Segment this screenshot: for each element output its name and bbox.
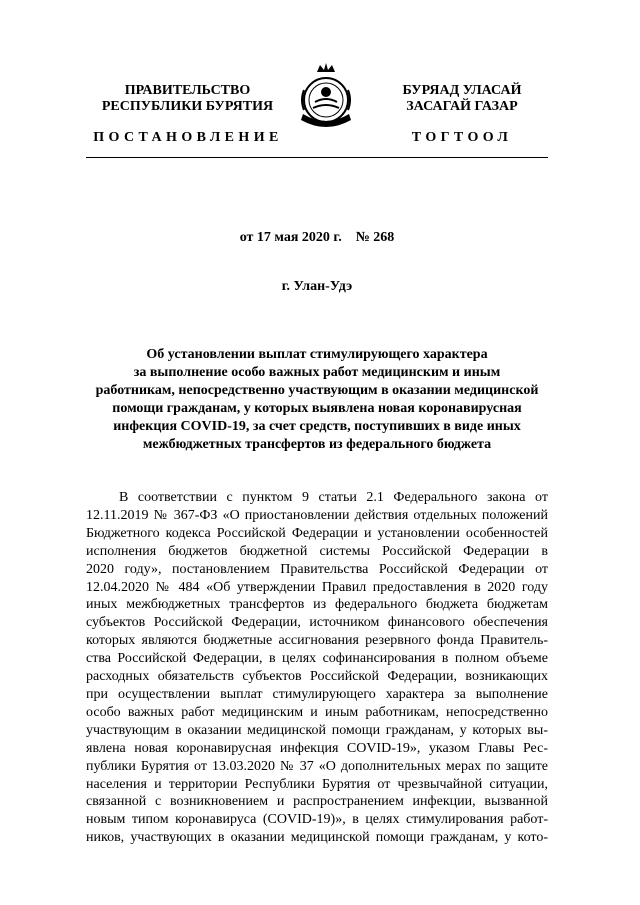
body-line: 12.11.2019 № 367-ФЗ «О приостановлении действия отдельных положений <box>86 507 548 523</box>
body-line: особо важных работ медицинским и иным работникам, непосредственно <box>86 704 548 720</box>
body-line: иных межбюджетных трансфертов из федерального бюджета бюджетам <box>86 597 548 613</box>
body-line: населения и территории Республики Бурятия от чрезвычайной ситуации, <box>86 776 548 792</box>
body-line: субъектов Российской Федерации, источником финансового обеспечения <box>86 615 548 631</box>
city: г. Улан-Удэ <box>281 279 353 294</box>
issuer-buryat <box>382 83 542 115</box>
title-line: межбюджетных трансфертов из федерального бюджета <box>142 436 492 452</box>
body-line: ства Российской Федерации, в целях софинансирования в полном объеме <box>86 651 548 667</box>
issuer-buryat-line2: ЗАСАГАЙ ГАЗАР <box>406 99 518 114</box>
body-line: которых являются бюджетные ассигнования резервного фонда Правитель- <box>86 633 548 649</box>
issuer-russian-line2: РЕСПУБЛИКИ БУРЯТИЯ <box>101 99 274 114</box>
body-line: связанной с возникновением и распространением инфекции, вызванной <box>86 794 548 810</box>
title-line: помощи гражданам, у которых выявлена новая коронавирусная <box>112 400 522 416</box>
date-number: от 17 мая 2020 г. № 268 <box>239 230 395 245</box>
body-line: ников, участвующих в оказании медицинской помощи гражданам, у кото- <box>86 830 548 846</box>
doc-type-russian: ПОСТАНОВЛЕНИЕ <box>93 130 283 145</box>
body-line: при осуществлении выплат стимулирующего характера за выполнение <box>86 686 548 702</box>
title-line: инфекция COVID-19, за счет средств, поступивших в виде иных <box>113 418 521 434</box>
body-line: явлена новая коронавирусная инфекция COVID-19», указом Главы Рес- <box>86 740 548 756</box>
issuer-buryat-line1: БУРЯАД УЛАСАЙ <box>402 83 522 98</box>
title-line: за выполнение особо важных работ медицинским и иным <box>133 364 501 380</box>
body-line: Бюджетного кодекса Российской Федерации и установлении особенностей <box>86 525 548 541</box>
title-line: Об установлении выплат стимулирующего характера <box>146 347 488 362</box>
doc-type-buryat: ТОГТООЛ <box>411 130 513 145</box>
body-line: новым типом коронавируса (COVID-19)», в целях стимулирования работ- <box>86 812 548 828</box>
issuer-russian <box>90 83 285 115</box>
body-line: публики Бурятия от 13.03.2020 № 37 «О дополнительных мерах по защите <box>86 758 548 774</box>
body-line: расходных обязательств субъектов Российской Федерации, возникающих <box>86 669 548 685</box>
header-divider <box>86 157 548 158</box>
body-line: участвующим в оказании медицинской помощи гражданам, у которых вы- <box>86 722 548 738</box>
body-line: 12.04.2020 № 484 «Об утверждении Правил предоставления в 2020 году <box>86 579 548 595</box>
document-title <box>86 346 548 453</box>
body-line: 2020 году», постановлением Правительства Российской Федерации от <box>86 561 548 577</box>
document-body <box>86 489 548 847</box>
issuer-russian-line1: ПРАВИТЕЛЬСТВО <box>124 83 251 98</box>
body-line: В соответствии с пунктом 9 статьи 2.1 Федерального закона от <box>119 490 548 505</box>
body-line: исполнения бюджетов бюджетной системы Российской Федерации в <box>86 543 548 559</box>
coat-of-arms-icon <box>295 62 357 132</box>
title-line: работникам, непосредственно участвующим в оказании медицинской <box>95 382 539 398</box>
